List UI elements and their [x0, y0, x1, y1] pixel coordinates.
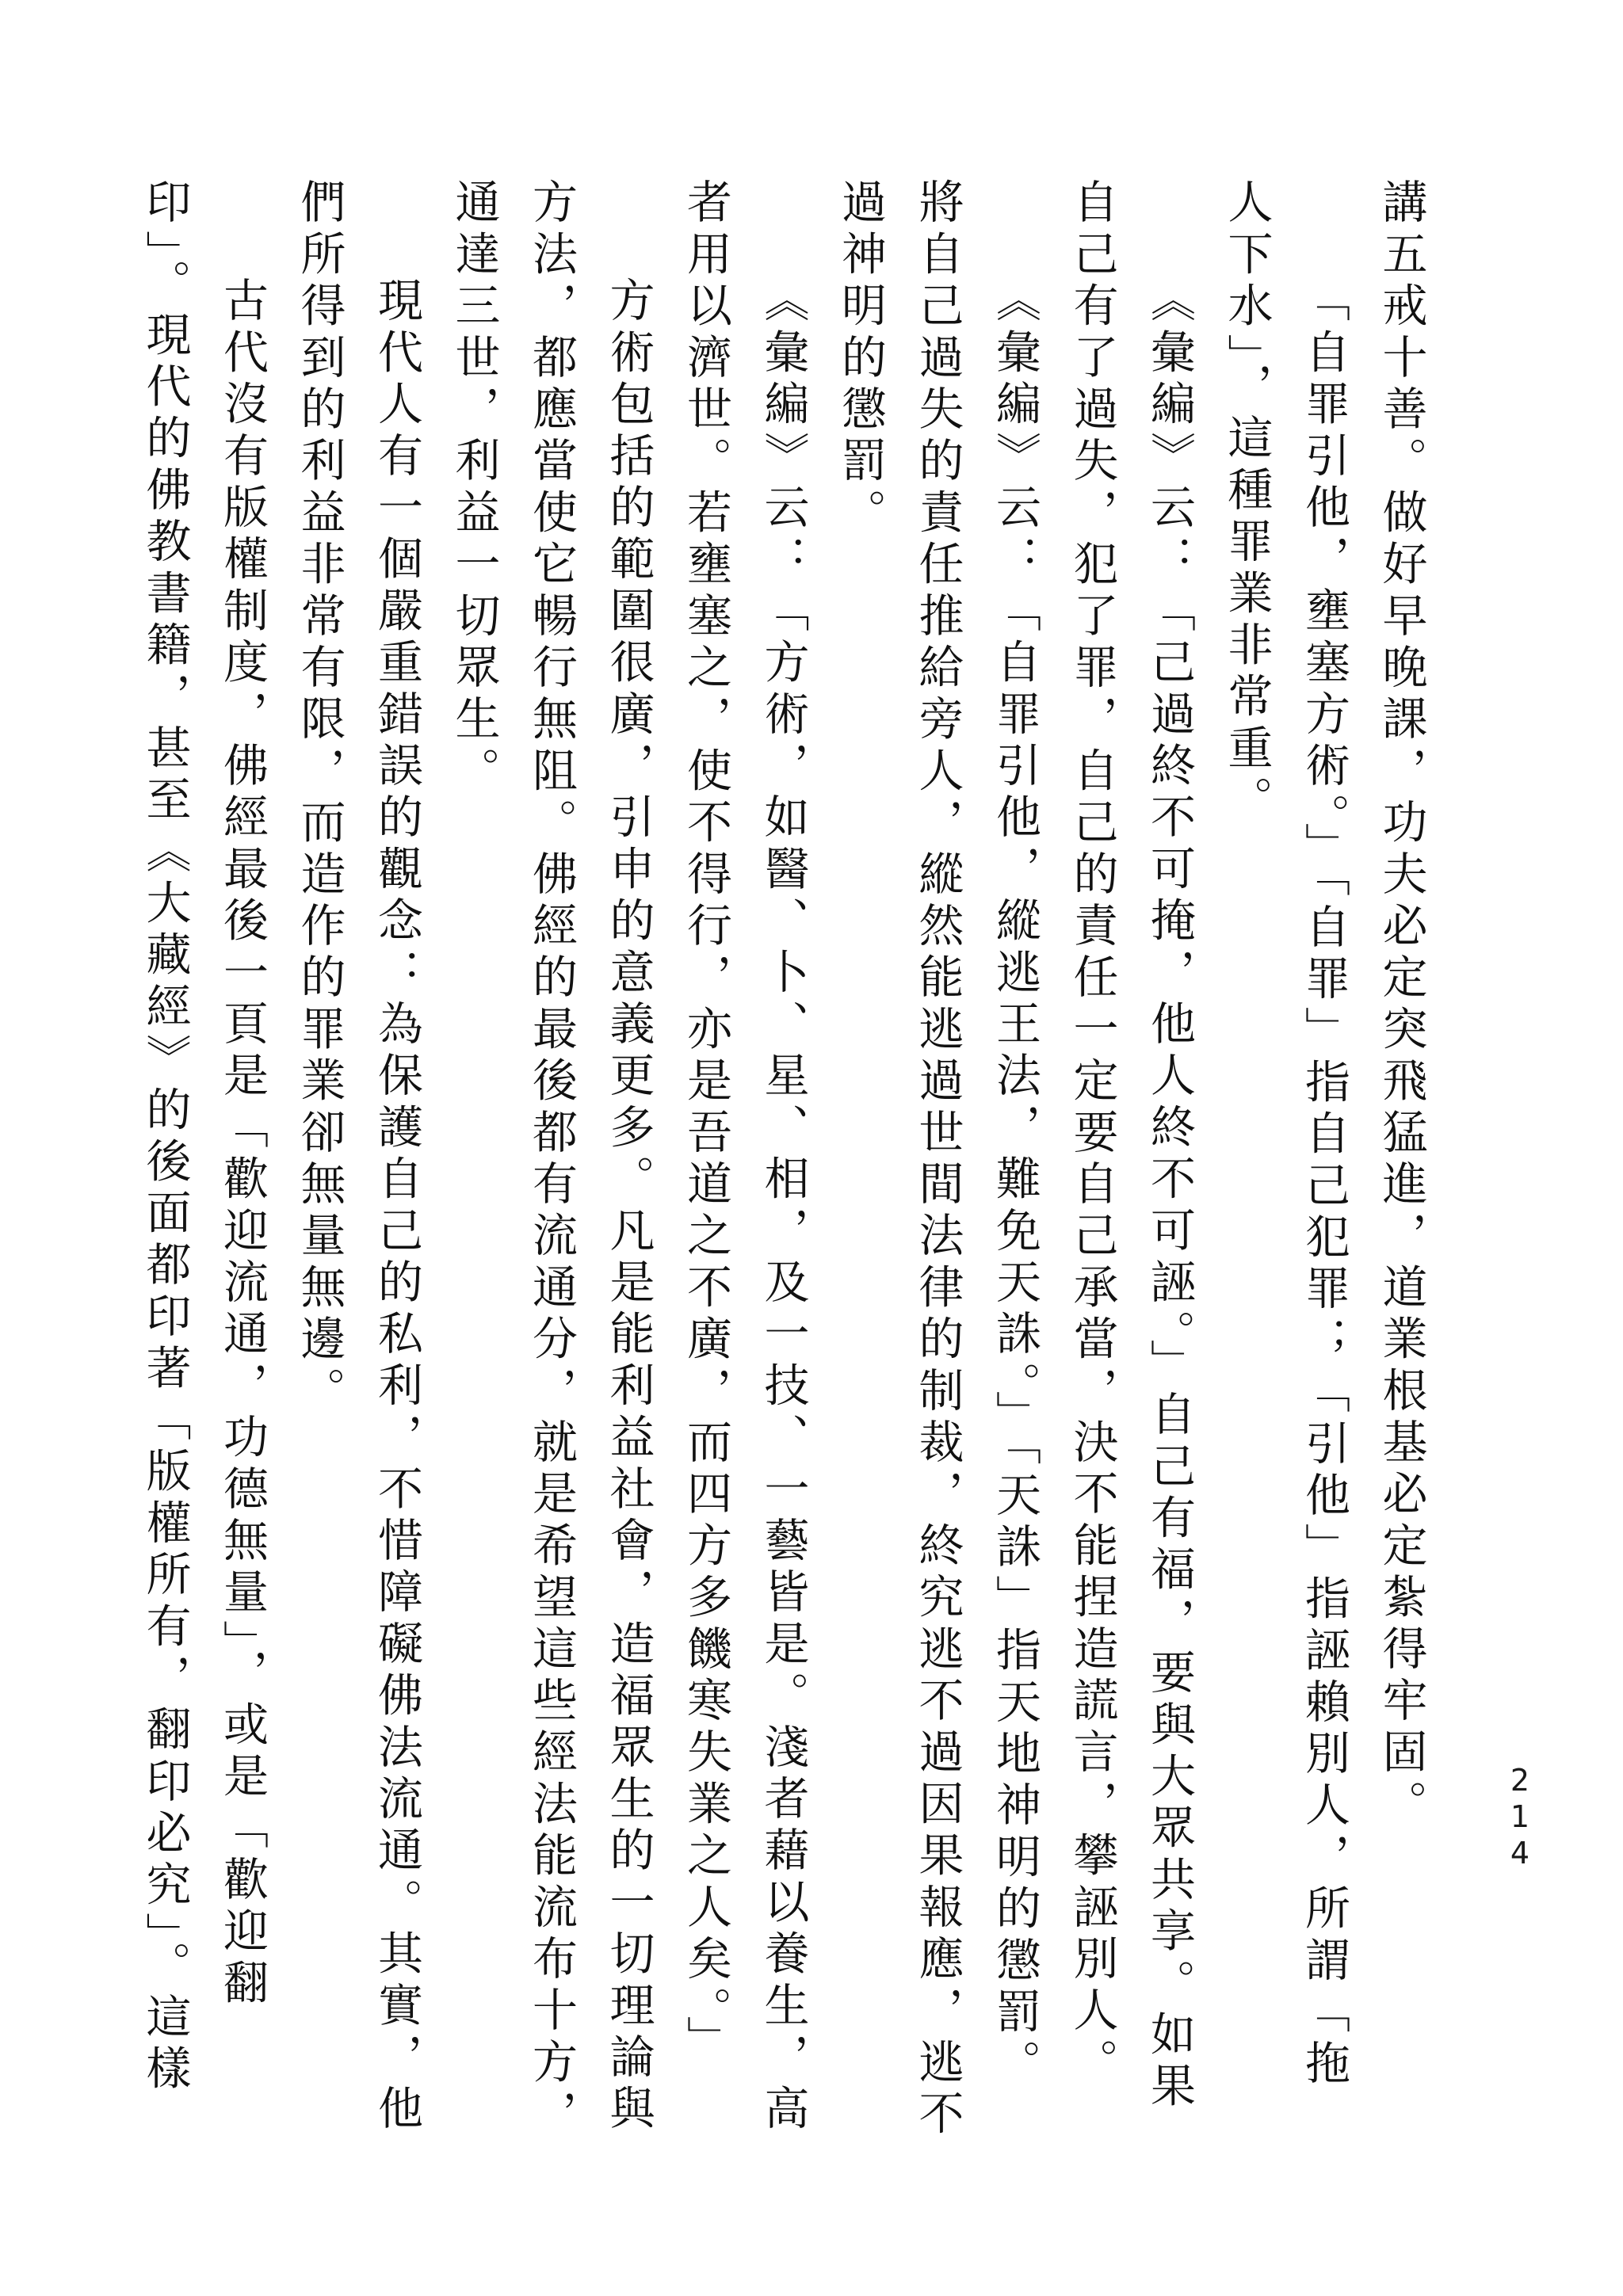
text-line-4: 《彙編》云：「己過終不可掩，他人終不可誣。」自己有福，要與大眾共享。如果: [1143, 277, 1196, 2114]
text-line-3: 人下水」，這種罪業非常重。: [1220, 178, 1273, 828]
text-line-10: 者用以濟世。若壅塞之，使不得行，亦是吾道之不廣，而四方多饑寒失業之人矣。」: [679, 178, 732, 2067]
text-line-11: 方術包括的範圍很廣，引申的意義更多。凡是能利益社會，造福眾生的一切理論與: [602, 277, 655, 2137]
text-line-8: 過神明的懲罰。: [834, 178, 887, 540]
text-line-1: 講五戒十善。做好早晚課，功夫必定突飛猛進，道業根基必定紮得牢固。: [1375, 178, 1427, 1832]
page-number: 214: [1503, 1763, 1537, 1872]
vertical-text-body: [126, 178, 1440, 2175]
text-line-2: 「自罪引他，壅塞方術。」「自罪」指自己犯罪；「引他」指誣賴別人，所謂「拖: [1297, 277, 1350, 2092]
text-line-9: 《彙編》云：「方術，如醫、卜、星、相，及一技、一藝皆是。淺者藉以養生，高: [757, 277, 809, 2137]
text-line-16: 古代沒有版權制度，佛經最後一頁是「歡迎流通，功德無量」，或是「歡迎翻: [216, 277, 269, 2011]
text-line-5: 自己有了過失，犯了罪，自己的責任一定要自己承當，決不能捏造謊言，攀誣別人。: [1066, 178, 1118, 2090]
text-line-13: 通達三世，利益一切眾生。: [448, 178, 500, 799]
text-line-12: 方法，都應當使它暢行無阻。佛經的最後都有流通分，就是希望這些經法能流布十方，: [525, 178, 578, 2142]
text-line-15: 們所得到的利益非常有限，而造作的罪業卻無量無邊。: [293, 178, 346, 1418]
text-line-14: 現代人有一個嚴重錯誤的觀念：為保護自己的私利，不惜障礙佛法流通。其實，他: [370, 277, 423, 2137]
text-line-6: 《彙編》云：「自罪引他，縱逃王法，難免天誅。」「天誅」指天地神明的懲罰。: [988, 277, 1041, 2092]
text-line-17: 印」。現代的佛教書籍，甚至《大藏經》的後面都印著「版權所有，翻印必究」。這樣: [139, 178, 191, 2096]
text-line-7: 將自己過失的責任推給旁人，縱然能逃過世間法律的制裁，終究逃不過因果報應，逃不: [911, 178, 964, 2142]
